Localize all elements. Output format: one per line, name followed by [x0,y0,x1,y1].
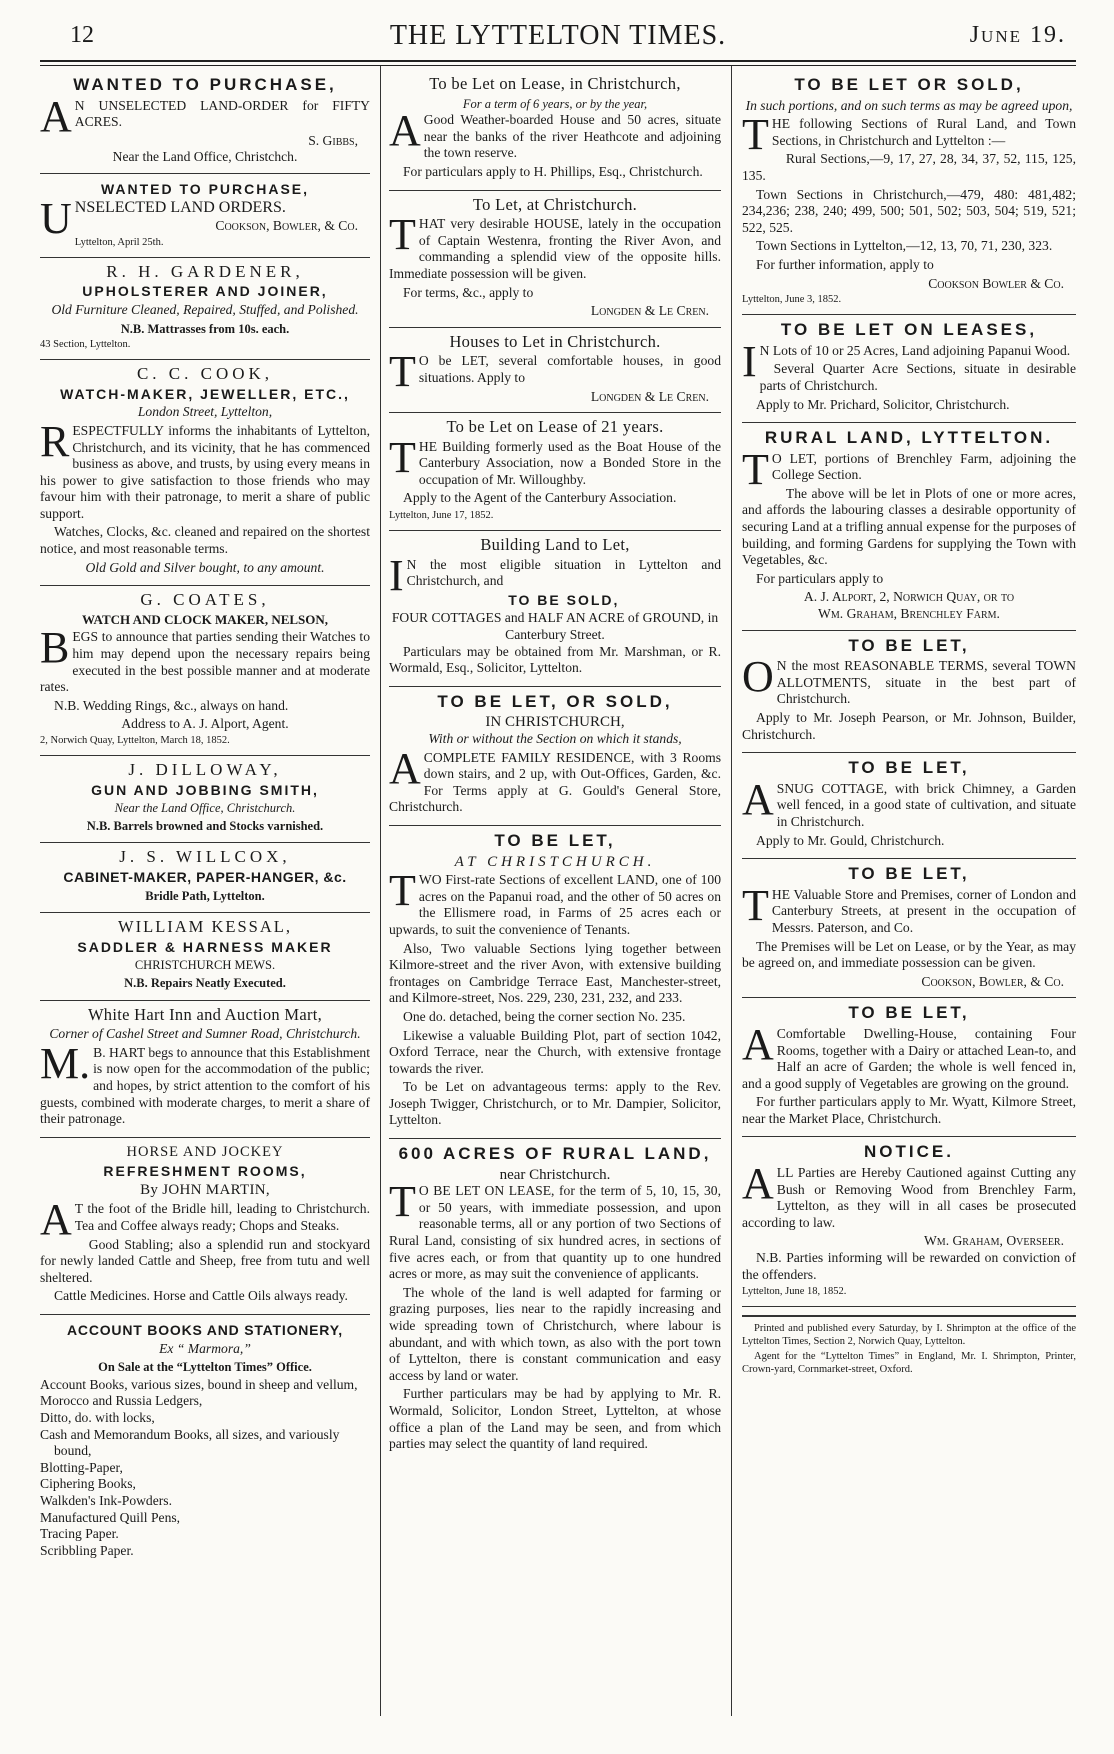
ad-text: BEGS to announce that parties sending their Watches to him may depend upon the necessary repairs being executed in the best possible manner and at moderate rates. [40,623,370,695]
ad-heading: TO BE LET OR SOLD, [794,75,1024,94]
column-rule [731,66,732,1716]
ad-subheading: REFRESHMENT ROOMS, [103,1163,307,1180]
ad-note: N.B. Repairs Neatly Executed. [124,975,286,990]
ad-text: TO be LET, several comfortable houses, in good situations. Apply to [389,347,721,397]
ad-heading: TO BE LET, OR SOLD, [437,691,673,711]
ad-text: UNSELECTED LAND ORDERS. [40,193,286,243]
ad-text: ON the most REASONABLE TERMS, several TOWN ALLOTMENTS, situate in the best part of Christchurch. [742,652,1076,707]
ad-houses-to-let [389,328,721,413]
ad-heading: Houses to Let in Christchurch. [449,331,661,351]
ad-wanted-land-orders [40,174,370,258]
ad-subheading: WATCH-MAKER, JEWELLER, ETC., [60,385,350,402]
ad-text: AT the foot of the Bridle hill, leading to Christchurch. Tea and Coffee always ready; Chops and Steaks. [40,1195,370,1245]
ad-text: The above will be let in Plots of one or more acres, and affords the labouring classes a desirable opportunity of securing Land at a trifling annual expense for the purposes of building, and forming Gardens for supplying the Town with Vegetables, &c. [742,485,1076,568]
ad-text: Apply to Mr. Joseph Pearson, or Mr. Johnson, Builder, Christchurch. [742,710,1076,742]
ad-white-hart-inn [40,1001,370,1138]
ad-subheading: IN CHRISTCHURCH, [485,714,625,731]
ad-tagline: Near the Land Office, Christchurch. [114,801,296,816]
ad-heading: WILLIAM KESSAL, [118,917,292,937]
ad-byline: By JOHN MARTIN, [140,1181,270,1198]
ad-date: Lyttelton, June 3, 1852. [742,294,842,306]
ad-subheading: WATCH AND CLOCK MAKER, NELSON, [81,611,329,627]
ad-heading: TO BE LET ON LEASES, [780,320,1038,340]
ad-text: AN UNSELECTED LAND-ORDER for FIFTY ACRES. [40,91,370,141]
ad-signature: Longden & Le Cren. [590,388,709,404]
ad-text: For terms, &c., apply to [403,284,534,300]
ad-text: Particulars may be obtained from Mr. Marshman, or R. Wormald, Esq., Solicitor, Lyttelton. [389,643,721,676]
ad-account-books [40,1315,370,1566]
ad-dwelling-house [742,998,1076,1137]
ad-note: N.B. Barrels browned and Stocks varnished. [86,818,324,833]
column-1 [40,70,370,1566]
ad-heading: R. H. GARDENER, [106,261,304,281]
ad-text: For particulars apply to [756,570,884,586]
ad-text: Apply to the Agent of the Canterbury Association. [403,490,677,506]
ad-subheading: TO BE SOLD, [508,591,620,608]
ad-signature: Longden & Le Cren. [590,303,709,319]
column-rule [380,66,381,1716]
ad-snug-cottage [742,753,1076,859]
ad-text: Several Quarter Acre Sections, situate in desirable parts of Christchurch. [759,361,1076,393]
ad-text: For further information, apply to [756,256,934,272]
ad-text: TWO First-rate Sections of excellent LAND, one of 100 acres on the Papanui road, and the other of 50 acres on the Ellismere road, in Farms of 25 acres each or upwards, to suit the convenience of Tenants. [389,866,721,937]
ad-subheading: UPHOLSTERER AND JOINER, [82,283,328,300]
ad-text: One do. detached, being the corner section No. 235. [403,1008,686,1024]
list-item: Account Books, various sizes, bound in sheep and vellum, [40,1376,358,1392]
ad-text: IN Lots of 10 or 25 Acres, Land adjoining Papanui Wood. [742,336,1071,386]
ad-text: Rural Sections,—9, 17, 27, 28, 34, 37, 52, 115, 125, 135. [742,151,1076,183]
ad-heading: WANTED TO PURCHASE, [100,180,310,197]
ad-coates [40,586,370,756]
ad-signature: Wm. Graham, Overseer. [923,1233,1064,1249]
ad-tagline: AT CHRISTCHURCH. [454,853,656,870]
column-3 [742,70,1076,1376]
ad-text: Old Gold and Silver bought, to any amount. [85,559,325,575]
ad-text: TO LET, portions of Brenchley Farm, adjoining the College Section. [742,444,1076,494]
ad-subheading: On Sale at the “Lyttelton Times” Office. [98,1360,312,1375]
ad-text: Town Sections in Christchurch,—479, 480: 481,482; 234,236; 238, 240; 499, 500; 501, 502; 503, 504; 519, 521; 522, 525. [742,186,1076,235]
imprint-text: Printed and published every Saturday, by I. Shrimpton at the office of the Lyttelton Times, Section 2, Norwich Quay, Lyttelton. [742,1323,1076,1348]
ad-let-on-leases [742,315,1076,423]
ad-heading: TO BE LET, [494,830,616,850]
ad-heading: Building Land to Let, [480,535,630,555]
ad-tagline: London Street, Lyttelton, [137,404,273,420]
ad-lease-21-years [389,413,721,531]
ad-let-or-sold-sections [742,70,1076,315]
ad-to-let-sections [389,826,721,1139]
issue-date: June 19. [969,22,1066,48]
ad-tagline: Ex “ Marmora,” [159,1340,251,1356]
ad-tagline: With or without the Section on which it stands, [428,731,682,746]
ad-text: TO BE LET ON LEASE, for the term of 5, 10, 15, 30, or 50 years, with immediate possession, and upon reasonable terms, all or any portion of two Sections of Rural Land, consisting of six hundred acres, in sections of five acres each, or from that quantity up to one hundred acres or more, as may suit the convenience of applicants. [389,1177,721,1282]
ad-text: For particulars apply to H. Phillips, Esq., Christchurch. [403,163,703,179]
ad-text: The Premises will be Let on Lease, or by the Year, as may be agreed on, and immediate possession can be given. [742,938,1076,971]
list-item: Scribbling Paper. [40,1542,134,1558]
ad-subheading: GUN AND JOBBING SMITH, [91,781,319,798]
ad-dilloway [40,756,370,843]
printer-imprint [742,1315,1076,1376]
ad-text: ALL Parties are Hereby Cautioned against Cutting any Bush or Removing Wood from Brenchley Farm, Lyttelton, as they will in all cases be prosecuted according to law. [742,1159,1076,1230]
ad-date: Lyttelton, June 18, 1852. [742,1286,847,1298]
ad-signature: Cookson, Bowler, & Co. [921,973,1064,989]
ad-address: 43 Section, Lyttelton. [40,339,131,351]
ad-date: Lyttelton, June 17, 1852. [389,510,494,522]
ad-text: FOUR COTTAGES and HALF AN ACRE of GROUND, in Canterbury Street. [391,610,719,643]
list-item: Ciphering Books, [40,1476,136,1492]
ad-subheading: SADDLER & HARNESS MAKER [77,938,333,955]
ad-subheading: CABINET-MAKER, PAPER-HANGER, &c. [63,868,347,885]
ad-heading: C. C. COOK, [136,364,274,384]
ad-text: Likewise a valuable Building Plot, part of section 1042, Oxford Terrace, near the Church, with extensive frontage towards the river. [389,1027,721,1076]
ad-heading: TO BE LET, [848,1003,970,1023]
ad-signature: Cookson, Bowler, & Co. [215,218,358,234]
ad-signature: Cookson Bowler & Co. [928,275,1064,291]
ad-heading: 600 ACRES OF RURAL LAND, [398,1144,712,1164]
ad-text: Address to A. J. Alport, Agent. [121,716,289,732]
ad-lease-christchurch [389,70,721,191]
ad-heading: HORSE AND JOCKEY [126,1143,284,1160]
ad-text: Town Sections in Lyttelton,—12, 13, 70, 71, 230, 323. [756,238,1053,254]
ad-heading: WANTED TO PURCHASE, [73,75,337,94]
ad-text: THE Valuable Store and Premises, corner of London and Canterbury Streets, at present in the occupation of Messrs. Paterson, and Co. [742,880,1076,935]
ad-signature: S. Gibbs, [308,132,358,148]
ad-note: N.B. Mattrasses from 10s. each. [120,321,290,336]
list-item: Cash and Memorandum Books, all sizes, and variously bound, [40,1426,340,1459]
ad-text: To be Let on advantageous terms: apply to the Rev. Joseph Twigger, Christchurch, or to Mr. Dampier, Solicitor, Lyttelton. [389,1079,721,1128]
ad-text: AComfortable Dwelling-House, containing Four Rooms, together with a Dairy or attached Lean-to, and Half an acre of Garden; the whole is well fenced in, and a good supply of Vegetables are growing on the ground. [742,1019,1076,1091]
ad-signature: A. J. Alport, 2, Norwich Quay, or to [803,589,1015,605]
ad-text: For further particulars apply to Mr. Wyatt, Kilmore Street, near the Market Place, Christchurch. [742,1094,1076,1126]
ad-gardener [40,258,370,360]
header-rule [40,60,1076,66]
ad-text: Watches, Clocks, &c. cleaned and repaired on the shortest notice, and most reasonable terms. [40,524,370,557]
list-item: Walkden's Ink-Powders. [40,1492,172,1508]
ad-to-let-house [389,191,721,328]
ad-text: Also, Two valuable Sections lying together between Kilmore-street and the river Avon, with extensive building frontages on Cambridge Terrace East, Manchester-street, and Kilmore-street, Nos. 229, 230, 231, 232, and 233. [389,940,721,1006]
ad-wanted-land-order [40,70,370,174]
ad-building-land [389,531,721,687]
ad-heading: J. DILLOWAY, [128,760,282,779]
ad-text: The whole of the land is well adapted for farming or grazing purposes, lies near to the rapidly increasing and wide spreading town of Christchurch, where labour is abundant, and with which town, as also with the port town of Lyttelton, there is constant communication and easy access by land or water. [389,1284,721,1383]
newspaper-title: THE LYTTELTON TIMES. [389,20,727,51]
ad-heading: TO BE LET, [848,635,970,655]
ad-heading: J. S. WILLCOX, [119,847,291,867]
ad-address: CHRISTCHURCH MEWS. [134,958,276,973]
list-item: Manufactured Quill Pens, [40,1509,181,1525]
ad-cook [40,360,370,586]
ad-kessal [40,913,370,1000]
ad-store-premises [742,859,1076,998]
ad-text: THE following Sections of Rural Land, and Town Sections, in Christchurch and Lyttelton :— [742,110,1076,160]
ad-text: Apply to Mr. Gould, Christchurch. [756,832,945,848]
ad-heading: To be Let on Lease, in Christchurch, [429,74,681,93]
ad-text: Cattle Medicines. Horse and Cattle Oils always ready. [54,1288,348,1304]
ad-date: Lyttelton, April 25th. [74,236,164,248]
ad-subheading: near Christchurch. [499,1166,611,1183]
ad-tagline: Old Furniture Cleaned, Repaired, Stuffed, and Polished. [51,301,359,317]
ad-600-acres [389,1139,721,1462]
ad-heading: G. COATES, [140,590,270,610]
list-item: Morocco and Russia Ledgers, [40,1393,203,1409]
ad-text: AGood Weather-boarded House and 50 acres, situate near the banks of the river Heathcote and adjoining the town reserve. [389,106,721,161]
ad-text: THE Building formerly used as the Boat House of the Canterbury Association, now a Bonded Store in the occupation of Mr. Willoughby. [389,432,721,487]
ad-let-or-sold-residence [389,687,721,826]
ad-heading: To Let, at Christchurch. [472,194,638,214]
ad-text: IN the most eligible situation in Lyttelton and Christchurch, and [389,550,721,600]
ad-text: Apply to Mr. Prichard, Solicitor, Christchurch. [756,396,1010,412]
list-item: Tracing Paper. [40,1526,119,1542]
ad-tagline: Corner of Cashel Street and Sumner Road, Christchurch. [49,1026,361,1042]
ad-text: ASNUG COTTAGE, with brick Chimney, a Garden well fenced, in a good state of cultivation, and situate in Christchurch. [742,774,1076,829]
ad-signature: Wm. Graham, Brenchley Farm. [818,606,1000,622]
ad-heading: White Hart Inn and Auction Mart, [87,1004,323,1024]
ad-heading: NOTICE. [864,1142,954,1162]
ad-tagline: For a term of 6 years, or by the year, [462,96,648,111]
page-number: 12 [70,22,94,48]
ad-text: M.B. HART begs to announce that this Establishment is now open for the accommodation of the public; and hopes, by strict attention to the comfort of his guests, combined with moderate charges, to merit a share of their patronage. [40,1038,370,1127]
ad-text: N.B. Parties informing will be rewarded on conviction of the offenders. [742,1250,1076,1282]
ad-willcox [40,843,370,913]
list-item: Ditto, do. with locks, [40,1410,155,1425]
column-2 [389,70,721,1462]
ad-text: ACOMPLETE FAMILY RESIDENCE, with 3 Rooms down stairs, and 2 up, with Out-Offices, Garden, &c. For Terms apply at G. Gould's General Store, Christchurch. [389,743,721,815]
ad-text: N.B. Wedding Rings, &c., always on hand. [54,697,289,713]
list-item: Blotting-Paper, [40,1459,123,1475]
ad-heading: To be Let on Lease of 21 years. [446,417,664,437]
stationery-list [40,1377,370,1560]
masthead [40,20,1076,50]
ad-notice [742,1137,1076,1307]
ad-heading: ACCOUNT BOOKS AND STATIONERY, [67,1322,343,1339]
imprint-text: Agent for the “Lyttelton Times” in England, Mr. I. Shrimpton, Printer, Crown-yard, Cornmarket-street, Oxford. [742,1351,1076,1376]
ad-heading: RURAL LAND, LYTTELTON. [764,428,1054,448]
ad-heading: TO BE LET, [848,758,970,778]
ad-rural-land-lyttelton [742,423,1076,631]
ad-text: Good Stabling; also a splendid run and stockyard for newly landed Cattle and Sheep, free from tutu and well sheltered. [40,1236,370,1285]
ad-date: 2, Norwich Quay, Lyttelton, March 18, 1852. [40,735,230,746]
ad-text: RESPECTFULLY informs the inhabitants of Lyttelton, Christchurch, and its vicinity, that he has commenced business as above, and trusts, by using every means in his power to give satisfaction to those friends who may favour him with their patronage, to merit a share of public support. [40,416,370,521]
ad-address: Near the Land Office, Christchch. [112,149,298,165]
ad-town-allotments [742,631,1076,754]
ad-heading: TO BE LET, [848,864,970,884]
ad-tagline: In such portions, and on such terms as may be agreed upon, [745,97,1073,113]
ad-horse-and-jockey [40,1138,370,1315]
ad-address: Bridle Path, Lyttelton. [145,888,265,903]
ad-text: THAT very desirable HOUSE, lately in the occupation of Captain Westenra, fronting the River Avon, and commanding a splendid view of the opposite hills. Immediate possession will be given. [389,210,721,281]
ad-text: Further particulars may be had by applying to Mr. R. Wormald, Solicitor, London Street, Lyttelton, at whose office a plan of the Land may be seen, and from which parties may select the quantity of land required. [389,1386,721,1452]
